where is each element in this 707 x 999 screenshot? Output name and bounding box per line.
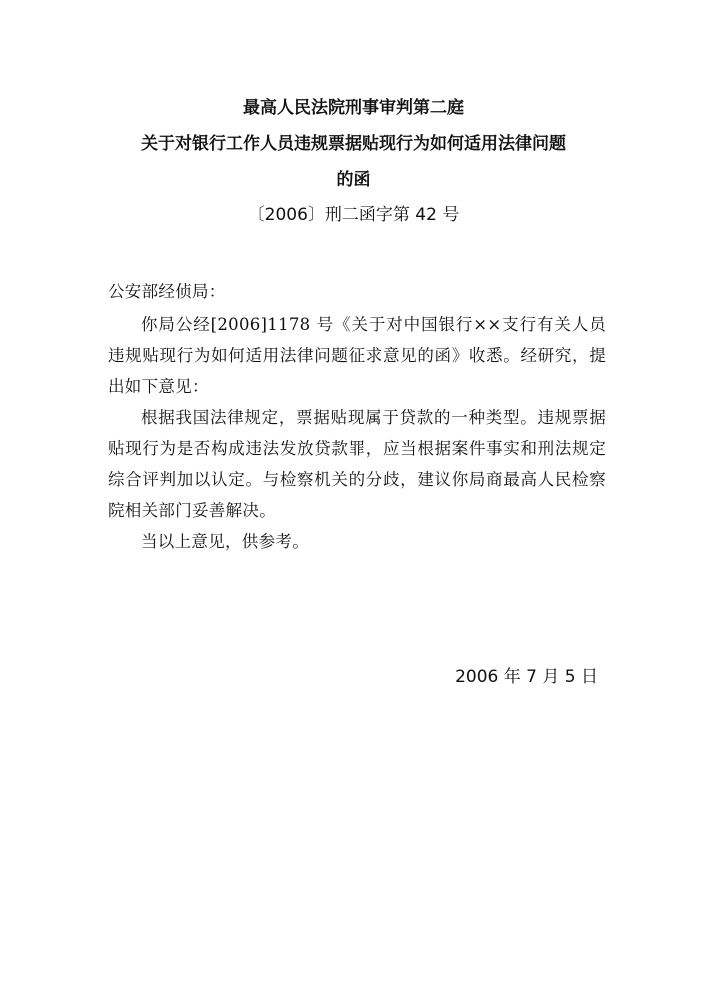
title-line-issuer: 最高人民法院刑事审判第二庭 — [243, 98, 464, 118]
paragraph-closing: 当以上意见，供参考。 — [141, 532, 309, 551]
title-line-subject: 关于对银行工作人员违规票据贴现行为如何适用法律问题 — [141, 134, 566, 154]
document-title — [0, 90, 707, 198]
title-line-suffix: 的函 — [336, 170, 371, 190]
document-number: 〔2006〕刑二函字第 42 号 — [247, 205, 460, 225]
salutation: 公安部经侦局： — [108, 282, 226, 301]
paragraph-acknowledgement: 你局公经[2006]1178 号《关于对中国银行××支行有关人员违规贴现行为如何适用法律问题征求意见的函》收悉。经研究，提出如下意见： — [108, 315, 606, 396]
document-date: 2006 年 7 月 5 日 — [455, 667, 598, 687]
paragraph-opinion: 根据我国法律规定，票据贴现属于贷款的一种类型。违规票据贴现行为是否构成违法发放贷款罪，应当根据案件事实和刑法规定综合评判加以认定。与检察机关的分歧，建议你局商最高人民检察院相关部门妥善解决。 — [108, 408, 606, 520]
document-body — [108, 276, 606, 557]
